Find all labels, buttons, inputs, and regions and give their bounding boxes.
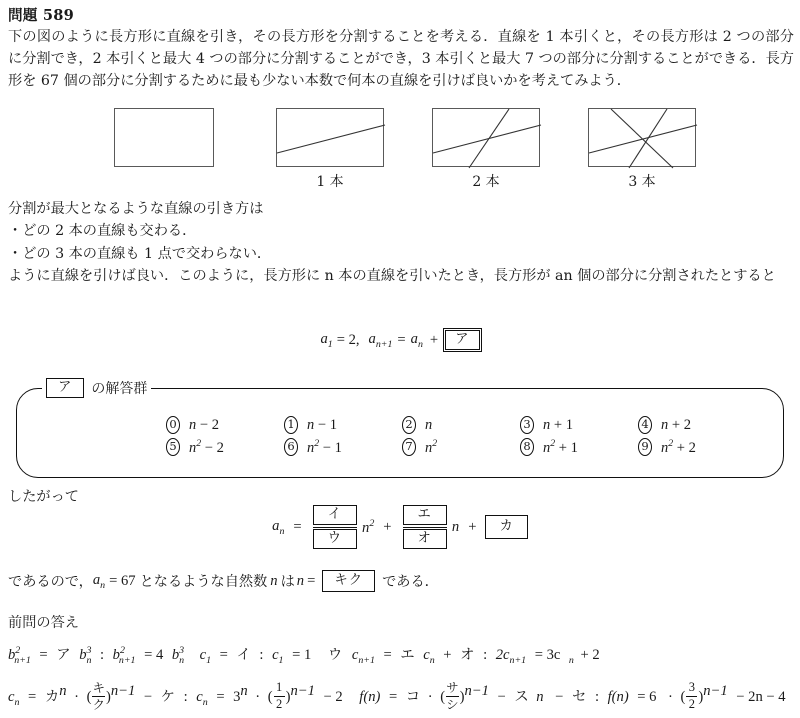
problem-statement: 下の図のように長方形に直線を引き，その長方形を分割することを考える．直線を 1 本引くと，その長方形は 2 つの部分に分割でき，2 本引くと最大 4 つの部分に分割することができ，3 本引くと最大 7 つの部分に分割することができる．長方形を 67 個の部分に分割するために最も少ない本数で何本の直線を引けば良いかを考えてみよう． — [8, 29, 794, 90]
prev-colon-1: : — [100, 646, 105, 663]
prev-eq-3: = — [219, 646, 228, 663]
prev2-fn: f(n) — [359, 688, 381, 705]
prev2-ans-se: セ — [571, 688, 587, 705]
choice-number-2: 2 — [402, 416, 416, 434]
eq1-a1: $a_1$ — [320, 330, 333, 350]
eq2-plus-1: + — [383, 518, 392, 535]
prev-eq-2: = 4 — [144, 646, 164, 663]
eq2-equals: = — [293, 518, 302, 535]
prev-eq-4: = 1 — [292, 646, 312, 663]
therefore-label: したがって — [8, 489, 79, 505]
conclusion-n2: n — [296, 572, 305, 589]
fraction-bar-2 — [403, 527, 447, 528]
choice-grid — [166, 414, 756, 458]
prev2-cn-2: $c_n$ — [196, 688, 208, 708]
conclusion-an: $a_n$ — [92, 571, 106, 591]
choice-expr-4: n + 2 — [661, 416, 692, 433]
prev2-frac-4: ( $\frac{3}{2}$ )$^{n-1}$ — [680, 680, 728, 711]
lines-3 — [589, 109, 697, 168]
answer-box-o[interactable]: オ — [403, 529, 447, 549]
choice-item-2[interactable] — [402, 416, 520, 434]
prev2-tail: − 2n − 4 — [736, 688, 786, 705]
method-line-2: ように直線を引けば良い．このように，長方形に n 本の直線を引いたとき，長方形が an 個の部分に分割されたとすると — [8, 268, 776, 285]
prev-b-cube-2: $b^3_n$ — [171, 645, 185, 666]
closed-form-equation — [0, 505, 800, 549]
choice-panel-label-box: ア — [46, 378, 84, 398]
prev2-dot-3: · — [427, 688, 433, 705]
eq1-an: $a_n$ — [410, 330, 423, 350]
answer-choice-panel — [16, 380, 784, 478]
fraction-i-over-u — [313, 505, 357, 549]
method-bullet-2: ・どの 3 本の直線も 1 点で交わらない． — [8, 245, 272, 262]
prev2-eq-3: = — [388, 688, 398, 705]
prev2-three-pow: 3$^n$ — [233, 682, 248, 705]
figure-0-lines — [114, 108, 214, 171]
figure-row — [0, 108, 800, 192]
prev2-eq-4: = 6 — [637, 688, 657, 705]
choice-number-7: 7 — [402, 438, 416, 456]
prev-cn1: $c_{n+1}$ — [351, 646, 375, 666]
eq2-plus-2: + — [468, 518, 477, 535]
prev2-minus-1: − — [143, 688, 153, 705]
rectangle-2 — [432, 108, 540, 167]
conclusion-post: である． — [382, 574, 439, 590]
choice-number-6: 6 — [284, 438, 298, 456]
prev-ans-o: オ — [460, 646, 475, 663]
prev2-cn: $c_n$ — [8, 688, 20, 708]
recurrence-equation — [0, 330, 800, 350]
choice-number-5: 5 — [166, 438, 180, 456]
prev2-frac-1: ( キ ク )$^{n-1}$ — [86, 680, 136, 712]
eq2-n: n — [451, 518, 460, 535]
choice-expr-6: $n^2 - 1$ — [307, 437, 342, 456]
prev2-ans-su: ス — [514, 688, 529, 705]
choice-item-1[interactable] — [284, 416, 402, 434]
previous-answers-heading: 前問の答え — [8, 615, 79, 631]
fraction-bar-1 — [313, 527, 357, 528]
figure-caption-3: 3 本 — [628, 174, 656, 190]
prev2-ans-ka: カ$^n$ — [44, 682, 67, 705]
rectangle-1 — [276, 108, 384, 167]
choice-number-1: 1 — [284, 416, 298, 434]
choice-item-4[interactable] — [638, 416, 756, 434]
conclusion-eq2: = — [307, 572, 316, 589]
conclusion-pre: であるので， — [8, 574, 93, 590]
conclusion-mid: となるような自然数 — [139, 574, 268, 590]
choice-expr-1: n − 1 — [307, 416, 338, 433]
lines-2 — [433, 109, 541, 168]
prev-final-sub2: n — [568, 654, 574, 666]
prev-eq-1: = — [39, 646, 48, 663]
prev-ans-e: エ — [400, 646, 415, 663]
answer-box-a[interactable]: ア — [445, 330, 479, 350]
prev-cn: $c_n$ — [423, 646, 435, 666]
choice-item-6[interactable] — [284, 438, 402, 457]
prev2-dot-1: · — [74, 688, 79, 705]
prev2-minus-2: − 2 — [323, 688, 343, 705]
fraction-e-over-o — [403, 505, 447, 549]
answer-box-u[interactable]: ウ — [313, 529, 357, 549]
prev-final-eq: = 3c — [534, 646, 561, 663]
prev2-dot-4: · — [668, 688, 673, 705]
prev-plus-1: + — [443, 646, 452, 663]
choice-number-3: 3 — [520, 416, 534, 434]
figure-caption-2: 2 本 — [472, 174, 500, 190]
choice-expr-0: n − 2 — [189, 416, 220, 433]
choice-expr-5: $n^2 - 2$ — [189, 437, 224, 456]
choice-number-0: 0 — [166, 416, 180, 434]
eq1-equals: = — [397, 331, 406, 348]
prev2-eq: = — [28, 688, 37, 705]
prev-eq-5: = — [383, 646, 392, 663]
previous-answers-section — [8, 612, 798, 718]
prev-ans-i: イ — [236, 646, 251, 663]
prev2-minus-3: − — [497, 688, 506, 705]
choice-number-4: 4 — [638, 416, 652, 434]
choice-expr-7: $n^2$ — [425, 437, 438, 456]
eq2-an: $a_n$ — [272, 517, 285, 537]
conclusion-n1: n — [270, 572, 278, 589]
prev-b-cube-1: $b^3_n$ — [79, 645, 92, 666]
prev-b-sq-2: $b^2_{n+1}$ — [112, 645, 136, 666]
lines-1 — [277, 109, 385, 168]
page-title: 問題 589 — [8, 7, 74, 24]
prev2-minus-4: − — [555, 688, 564, 705]
rectangle-3 — [588, 108, 696, 167]
prev2-frac-3: ( サ シ )$^{n-1}$ — [440, 680, 489, 712]
choice-expr-9: $n^2 + 2$ — [661, 437, 696, 456]
prev-ans-a: ア — [56, 646, 71, 663]
eq1-an1: $a_{n+1}$ — [368, 330, 393, 350]
choice-item-3[interactable] — [520, 416, 638, 434]
choice-item-7[interactable] — [402, 438, 520, 457]
prev2-colon-2: : — [594, 688, 600, 705]
prev-colon-3: : — [483, 646, 488, 663]
conclusion-line — [8, 570, 439, 592]
answer-box-i[interactable]: イ — [313, 505, 357, 525]
answer-box-e[interactable]: エ — [403, 505, 447, 525]
conclusion-eq: = 67 — [109, 572, 136, 589]
prev2-frac-2: ( $\frac{1}{2}$ )$^{n-1}$ — [267, 680, 315, 711]
prev-ans-u: ウ — [327, 646, 343, 663]
prev2-n: n — [536, 688, 544, 705]
answer-box-kiku[interactable]: キク — [322, 570, 375, 592]
eq2-n-squared: $n^2$ — [362, 517, 375, 536]
choice-item-9[interactable] — [638, 438, 756, 457]
choice-expr-3: n + 1 — [543, 416, 574, 433]
choice-number-8: 8 — [520, 438, 534, 456]
prev-b-sq-1: $b^2_{n+1}$ — [8, 645, 31, 666]
prev2-ans-ke: ケ — [160, 688, 176, 705]
previous-answers-line-2 — [8, 676, 798, 718]
rectangle-0 — [114, 108, 214, 167]
prev2-dot-2: · — [255, 688, 261, 705]
choice-panel-label-text: の解答群 — [91, 381, 148, 397]
prev2-fn-2: f(n) — [607, 688, 629, 705]
prev-colon-2: : — [259, 646, 264, 663]
eq1-equals-2: = 2, — [336, 331, 360, 348]
method-bullet-1: ・どの 2 本の直線も交わる． — [8, 223, 197, 240]
method-line-1: 分割が最大となるような直線の引き方は — [8, 201, 264, 217]
previous-answers-line-1 — [8, 636, 798, 676]
prev2-eq-2: = — [216, 688, 225, 705]
figure-2-lines — [432, 108, 540, 191]
figure-3-lines — [588, 108, 696, 191]
prev-c1: $c_1$ — [199, 646, 212, 666]
figure-1-lines — [276, 108, 384, 191]
choice-expr-8: $n^2 + 1$ — [543, 437, 578, 456]
choice-item-8[interactable] — [520, 438, 638, 457]
answer-box-ka[interactable]: カ — [485, 515, 527, 539]
choice-number-9: 9 — [638, 438, 652, 456]
figure-caption-1: 1 本 — [316, 174, 344, 190]
choice-expr-2: n — [425, 416, 433, 433]
choice-panel-label — [42, 377, 151, 399]
lines-0 — [115, 109, 215, 168]
choice-item-0[interactable] — [166, 416, 284, 434]
prev-final-lhs: $2c_{n+1}$ — [495, 646, 527, 666]
method-text — [8, 198, 794, 288]
conclusion-ha: は — [280, 574, 295, 590]
prev-final-tail: + 2 — [580, 646, 600, 663]
choice-item-5[interactable] — [166, 438, 284, 457]
eq1-plus: + — [429, 331, 439, 348]
prev-c1-b: $c_1$ — [272, 646, 284, 666]
prev2-ans-ko: コ — [405, 688, 421, 705]
prev2-colon-1: : — [183, 688, 188, 705]
